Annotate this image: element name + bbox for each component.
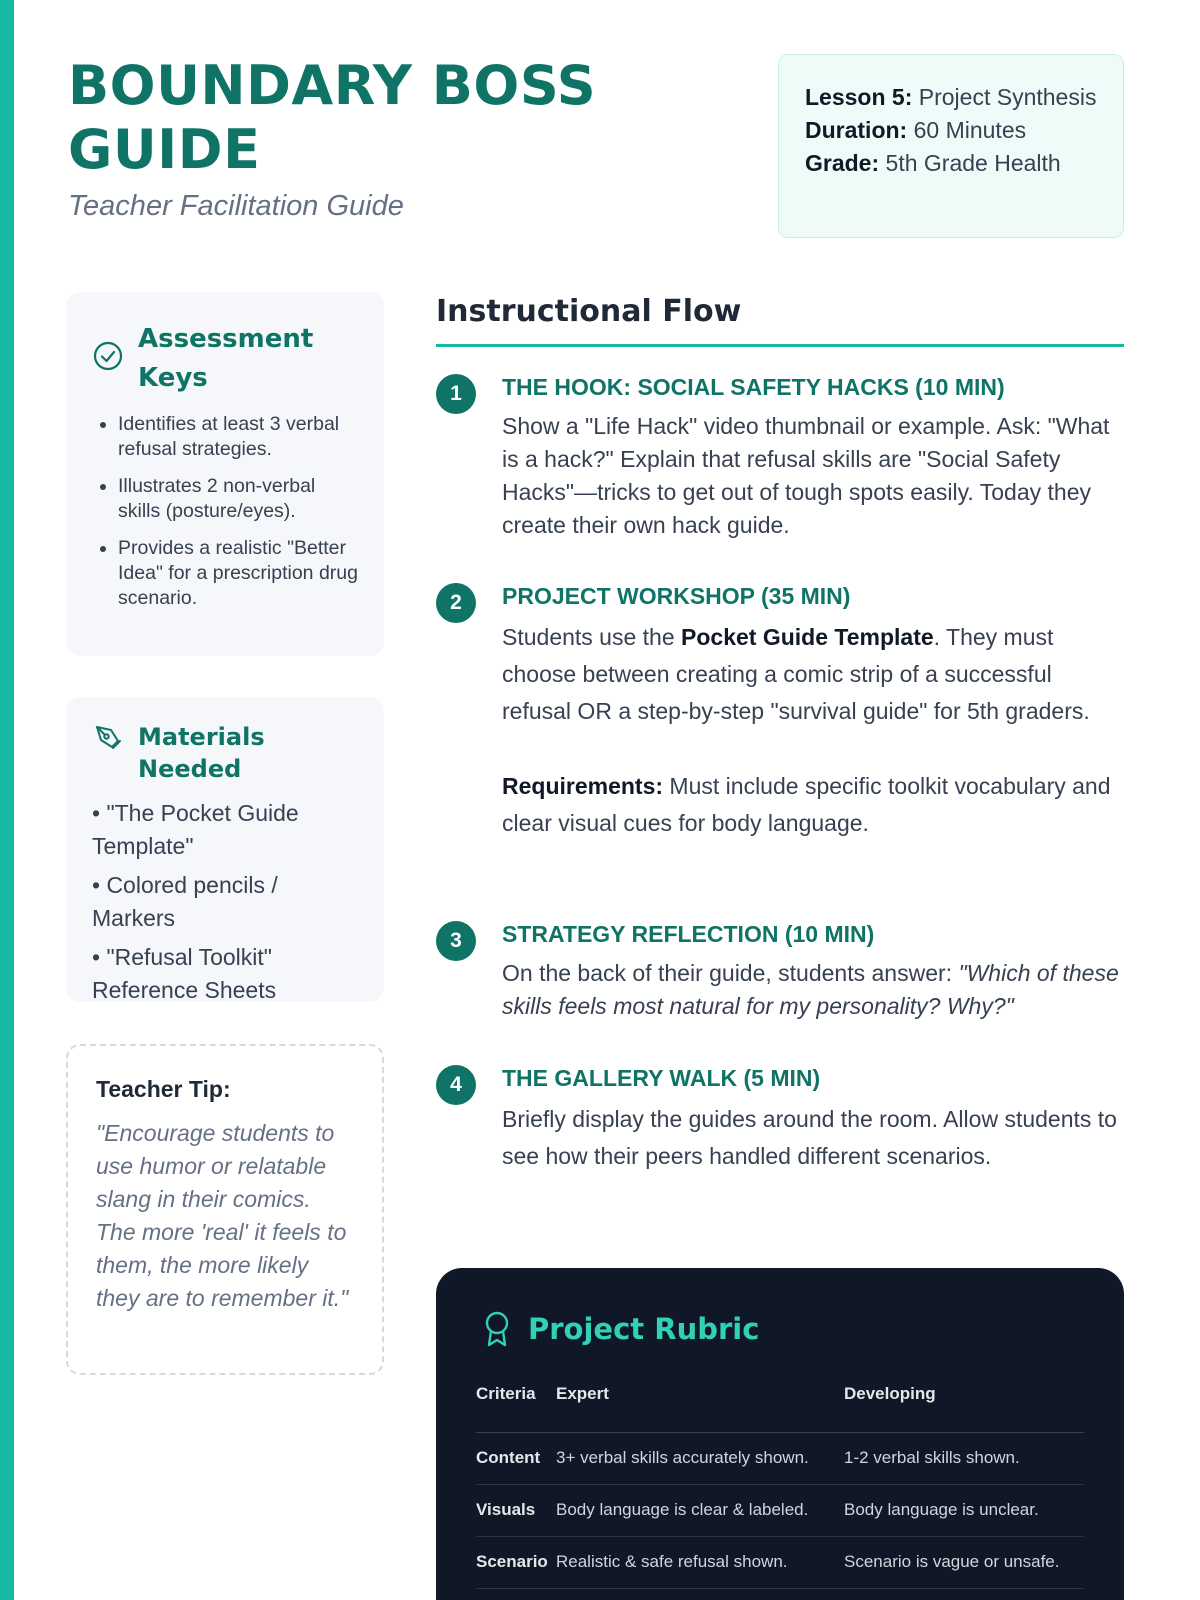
list-item: • Illustrates 2 non-verbal skills (posture/eyes).	[118, 474, 358, 524]
requirements-text: Must include specific toolkit vocabulary and clear visual cues for body language.	[502, 773, 1111, 836]
rubric-criteria: Content	[476, 1432, 556, 1484]
materials-heading: Materials Needed	[138, 723, 265, 783]
instructional-flow-heading: Instructional Flow	[436, 294, 1124, 347]
teacher-tip-card	[66, 1044, 384, 1375]
step-text-part: . They must choose between creating a comic strip of a successful refusal OR a step-by-step "survival guide" for 5th graders.	[502, 624, 1090, 724]
materials-list	[92, 797, 358, 1007]
list-item: • Provides a realistic "Better Idea" for a prescription drug scenario.	[118, 536, 358, 611]
lesson-line	[805, 81, 1097, 114]
step-number-badge: 1	[436, 374, 476, 414]
step-number-badge: 2	[436, 583, 476, 623]
flow-step-3	[436, 919, 1124, 1023]
step-text-bold: Pocket Guide Template	[681, 624, 934, 650]
assessment-list	[92, 412, 358, 611]
assessment-keys-card	[66, 292, 384, 656]
flow-step-2	[436, 581, 1124, 842]
page-title: BOUNDARY BOSS GUIDE	[68, 54, 597, 181]
step-text-part: Students use the	[502, 624, 682, 650]
step-text-italic: "Which of these skills feels most natural for my personality? Why?"	[502, 960, 1119, 1019]
rubric-table	[476, 1378, 1084, 1589]
table-header-row	[476, 1378, 1084, 1432]
duration-line	[805, 114, 1097, 147]
teacher-tip-heading: Teacher Tip:	[96, 1076, 231, 1102]
step-text-part: On the back of their guide, students answer:	[502, 960, 959, 986]
column-header: Criteria	[476, 1378, 556, 1432]
step-heading: STRATEGY REFLECTION (10 MIN)	[502, 921, 875, 947]
list-item: • "Refusal Toolkit" Reference Sheets	[92, 944, 277, 1003]
step-text	[502, 619, 1124, 730]
table-row	[476, 1432, 1084, 1484]
grade-label: Grade:	[805, 150, 880, 176]
list-item: • Identifies at least 3 verbal refusal strategies.	[118, 412, 358, 462]
rubric-criteria: Visuals	[476, 1484, 556, 1536]
step-number-badge: 3	[436, 921, 476, 961]
table-row	[476, 1484, 1084, 1536]
project-rubric-heading: Project Rubric	[528, 1312, 760, 1346]
flow-step-1	[436, 372, 1124, 542]
rubric-criteria: Scenario	[476, 1536, 556, 1588]
lesson-label: Lesson 5:	[805, 84, 913, 110]
rubric-expert: Body language is clear & labeled.	[556, 1484, 844, 1536]
materials-card	[66, 697, 384, 1002]
step-text	[502, 957, 1124, 1023]
requirements-label: Requirements:	[502, 773, 664, 799]
accent-bar	[0, 0, 14, 1600]
step-heading: THE HOOK: SOCIAL SAFETY HACKS (10 MIN)	[502, 374, 1005, 400]
rubric-expert: 3+ verbal skills accurately shown.	[556, 1432, 844, 1484]
step-number-badge: 4	[436, 1065, 476, 1105]
table-row	[476, 1536, 1084, 1588]
list-item: • Colored pencils / Markers	[92, 872, 278, 931]
pen-tool-icon	[92, 721, 124, 753]
grade-value: 5th Grade Health	[885, 150, 1061, 176]
column-header: Expert	[556, 1378, 844, 1432]
list-item: • "The Pocket Guide Template"	[92, 800, 299, 859]
rubric-developing: Body language is unclear.	[844, 1484, 1084, 1536]
rubric-developing: 1-2 verbal skills shown.	[844, 1432, 1084, 1484]
project-rubric-card	[436, 1268, 1124, 1600]
duration-label: Duration:	[805, 117, 908, 143]
rubric-expert: Realistic & safe refusal shown.	[556, 1536, 844, 1588]
step-requirements	[502, 768, 1124, 842]
lesson-info-box	[778, 54, 1124, 238]
teacher-tip-quote: "Encourage students to use humor or relatable slang in their comics. The more 'real' it feels to them, the more likely they are to remember it."	[96, 1120, 349, 1311]
lesson-value: Project Synthesis	[918, 84, 1097, 110]
column-header: Developing	[844, 1378, 1084, 1432]
step-heading: PROJECT WORKSHOP (35 MIN)	[502, 583, 851, 609]
flow-step-4	[436, 1063, 1124, 1175]
step-text: Show a "Life Hack" video thumbnail or example. Ask: "What is a hack?" Explain that refusal skills are "Social Safety Hacks"—tricks to get out of tough spots easily. Today they create their own hack guide.	[502, 413, 1110, 538]
assessment-keys-heading: Assessment Keys	[138, 324, 314, 393]
rubric-developing: Scenario is vague or unsafe.	[844, 1536, 1084, 1588]
step-text: Briefly display the guides around the room. Allow students to see how their peers handled different scenarios.	[502, 1106, 1117, 1169]
award-ribbon-icon	[480, 1310, 514, 1348]
duration-value: 60 Minutes	[913, 117, 1027, 143]
page-subtitle: Teacher Facilitation Guide	[68, 190, 404, 222]
check-circle-icon	[92, 340, 124, 372]
grade-line	[805, 147, 1097, 180]
step-heading: THE GALLERY WALK (5 MIN)	[502, 1065, 821, 1091]
